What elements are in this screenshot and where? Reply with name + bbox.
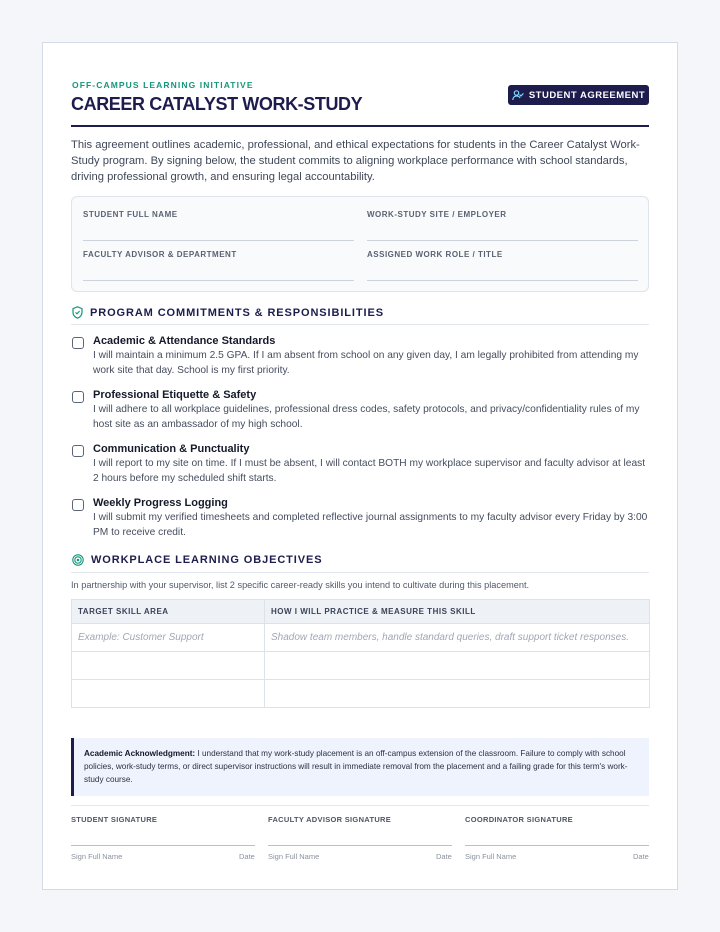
student-sign-name-caption: Sign Full Name bbox=[71, 852, 123, 861]
commitment-title-logging: Weekly Progress Logging bbox=[93, 497, 228, 509]
column-header-skill-area: TARGET SKILL AREA bbox=[72, 600, 265, 624]
practice-measure-cell[interactable] bbox=[265, 652, 650, 680]
commitment-checkbox-etiquette[interactable] bbox=[72, 391, 84, 403]
table-row bbox=[72, 680, 650, 708]
column-header-practice-measure: HOW I WILL PRACTICE & MEASURE THIS SKILL bbox=[265, 600, 650, 624]
practice-measure-cell[interactable] bbox=[265, 680, 650, 708]
commitment-text-logging: I will submit my verified timesheets and completed reflective journal assignments to my faculty advisor every Friday by 3:00 PM to receive credit. bbox=[93, 512, 648, 538]
practice-measure-cell[interactable]: Shadow team members, handle standard queries, draft support ticket responses. bbox=[265, 624, 650, 652]
objectives-intro: In partnership with your supervisor, list 2 specific career-ready skills you intend to cultivate during this placement. bbox=[71, 580, 530, 590]
page-title: CAREER CATALYST WORK-STUDY bbox=[71, 94, 363, 114]
student-date-caption: Date bbox=[239, 852, 255, 861]
coordinator-signature-label: COORDINATOR SIGNATURE bbox=[465, 815, 573, 824]
faculty-date-caption: Date bbox=[436, 852, 452, 861]
academic-acknowledgment bbox=[71, 738, 649, 796]
student-info-box bbox=[71, 196, 649, 292]
agreement-sheet bbox=[42, 42, 678, 890]
commitments-divider bbox=[71, 324, 649, 325]
faculty-advisor-label: FACULTY ADVISOR & DEPARTMENT bbox=[83, 250, 237, 259]
work-role-label: ASSIGNED WORK ROLE / TITLE bbox=[367, 250, 503, 259]
coordinator-signature-line[interactable] bbox=[465, 845, 649, 846]
signature-divider bbox=[71, 805, 649, 806]
site-employer-label: WORK-STUDY SITE / EMPLOYER bbox=[367, 210, 507, 219]
skill-area-cell[interactable]: Example: Customer Support bbox=[72, 624, 265, 652]
work-role-field[interactable] bbox=[367, 280, 638, 281]
intro-paragraph: This agreement outlines academic, professional, and ethical expectations for students in the Career Catalyst Work-Study program. By signing below, the student commits to aligning workplace performance with school standards, driving professional growth, and ensuring legal accountability. bbox=[71, 139, 640, 183]
coordinator-date-caption: Date bbox=[633, 852, 649, 861]
skills-table bbox=[71, 599, 650, 708]
acknowledgment-text: I understand that my work-study placement is an off-campus extension of the classroom. Failure to comply with school policies, work-study terms, or direct supervisor instructions will result in immediate removal from the placement and a failing grade for this term's work-study course. bbox=[84, 749, 628, 784]
faculty-signature-label: FACULTY ADVISOR SIGNATURE bbox=[268, 815, 392, 824]
student-name-label: STUDENT FULL NAME bbox=[83, 210, 178, 219]
site-employer-field[interactable] bbox=[367, 240, 638, 241]
acknowledgment-label: Academic Acknowledgment: bbox=[84, 749, 196, 758]
objectives-divider bbox=[71, 572, 649, 573]
skill-area-cell[interactable] bbox=[72, 652, 265, 680]
commitments-heading bbox=[72, 306, 384, 319]
user-check-icon bbox=[512, 90, 524, 101]
student-name-field[interactable] bbox=[83, 240, 354, 241]
skill-area-cell[interactable] bbox=[72, 680, 265, 708]
target-icon bbox=[72, 554, 84, 566]
commitment-title-academic: Academic & Attendance Standards bbox=[93, 335, 276, 347]
table-row bbox=[72, 624, 650, 652]
commitment-text-etiquette: I will adhere to all workplace guidelines, professional dress codes, safety protocols, and privacy/confidentiality rules of my host site as an ambassador of my high school. bbox=[93, 404, 640, 430]
commitment-text-academic: I will maintain a minimum 2.5 GPA. If I am absent from school on any given day, I am legally prohibited from attending my work site that day. School is my first priority. bbox=[93, 350, 639, 376]
commitment-title-etiquette: Professional Etiquette & Safety bbox=[93, 389, 257, 401]
commitment-checkbox-academic[interactable] bbox=[72, 337, 84, 349]
commitment-checkbox-communication[interactable] bbox=[72, 445, 84, 457]
coordinator-sign-name-caption: Sign Full Name bbox=[465, 852, 517, 861]
objectives-heading bbox=[72, 554, 322, 566]
table-row bbox=[72, 652, 650, 680]
title-divider bbox=[71, 125, 649, 127]
faculty-signature-line[interactable] bbox=[268, 845, 452, 846]
commitment-text-communication: I will report to my site on time. If I must be absent, I will contact BOTH my workplace supervisor and faculty advisor at least 2 hours before my scheduled shift starts. bbox=[93, 458, 646, 484]
student-agreement-badge bbox=[508, 85, 649, 105]
program-eyebrow: OFF-CAMPUS LEARNING INITIATIVE bbox=[72, 80, 254, 90]
shield-icon bbox=[72, 306, 83, 319]
table-header-row bbox=[72, 600, 650, 624]
commitments-heading-text: PROGRAM COMMITMENTS & RESPONSIBILITIES bbox=[90, 306, 384, 319]
faculty-advisor-field[interactable] bbox=[83, 280, 354, 281]
badge-label: STUDENT AGREEMENT bbox=[528, 89, 646, 101]
objectives-heading-text: WORKPLACE LEARNING OBJECTIVES bbox=[91, 554, 323, 566]
student-signature-label: STUDENT SIGNATURE bbox=[71, 815, 158, 824]
student-signature-line[interactable] bbox=[71, 845, 255, 846]
commitment-checkbox-logging[interactable] bbox=[72, 499, 84, 511]
commitment-title-communication: Communication & Punctuality bbox=[93, 443, 250, 455]
faculty-sign-name-caption: Sign Full Name bbox=[268, 852, 320, 861]
